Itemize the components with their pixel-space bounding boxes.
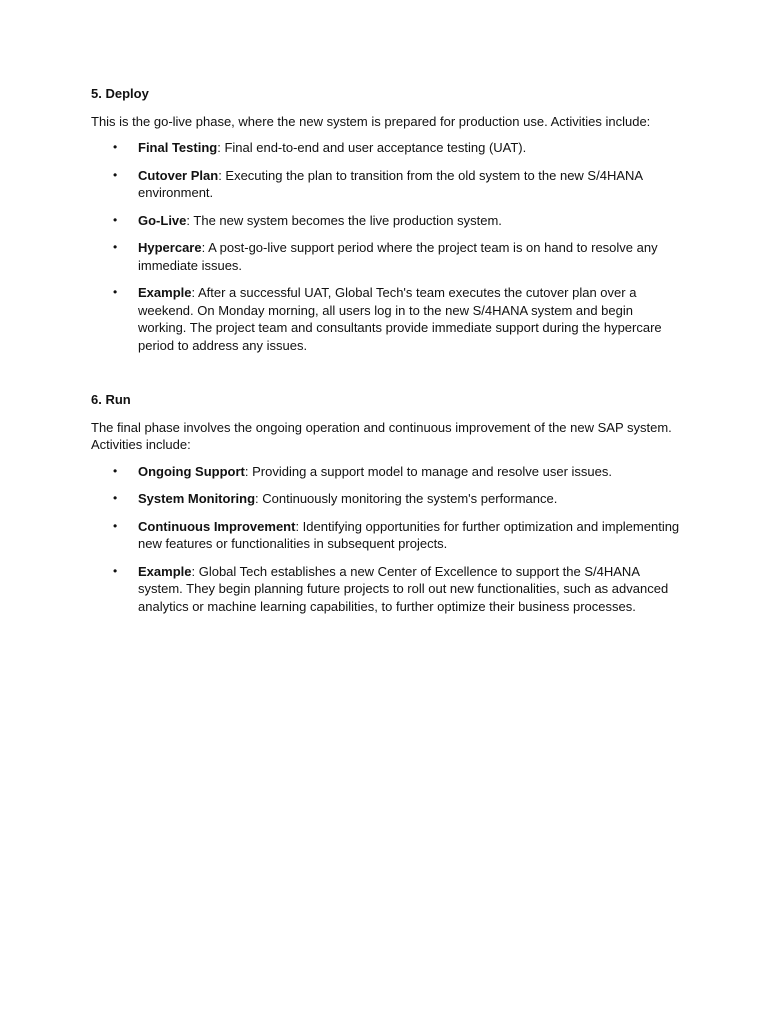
bullet-icon: • bbox=[113, 240, 118, 254]
list-item bbox=[91, 212, 681, 230]
item-term: Hypercare bbox=[138, 240, 202, 255]
item-text: : The new system becomes the live production system. bbox=[186, 212, 502, 228]
section-intro: The final phase involves the ongoing operation and continuous improvement of the new SAP system. Activities include: bbox=[91, 419, 672, 452]
activity-list bbox=[91, 139, 681, 354]
list-item bbox=[91, 518, 681, 553]
item-text: : Identifying opportunities for further optimization and implementing new features or functionalities in subsequent projects. bbox=[138, 518, 680, 551]
item-text: : After a successful UAT, Global Tech's team executes the cutover plan over a weekend. On Monday morning, all users log in to the new S/4HANA system and begin working. The project team and consultants provide immediate support during the hypercare period to address any issues. bbox=[138, 285, 662, 353]
list-item bbox=[91, 563, 681, 616]
list-item bbox=[91, 239, 681, 274]
list-item bbox=[91, 490, 681, 508]
list-item bbox=[91, 463, 681, 481]
item-term: System Monitoring bbox=[138, 491, 256, 506]
list-item bbox=[91, 167, 681, 202]
section-heading: 5. Deploy bbox=[91, 86, 149, 101]
bullet-icon: • bbox=[113, 463, 118, 478]
item-text: : Executing the plan to transition from the old system to the new S/4HANA environment. bbox=[138, 167, 643, 200]
bullet-icon: • bbox=[113, 518, 118, 533]
list-item bbox=[91, 139, 681, 157]
bullet-icon: • bbox=[113, 212, 118, 227]
item-term: Example bbox=[138, 563, 192, 579]
item-text: : Global Tech establishes a new Center of Excellence to support the S/4HANA system. They begin planning future projects to roll out new functionalities, such as advanced analytics or machine learning capabilities, to further optimize their business processes. bbox=[138, 563, 669, 614]
activity-list bbox=[91, 463, 681, 616]
item-text: : Continuously monitoring the system's performance. bbox=[255, 491, 558, 506]
item-text: : Final end-to-end and user acceptance testing (UAT). bbox=[217, 140, 527, 155]
item-text: : Providing a support model to manage and resolve user issues. bbox=[244, 463, 612, 479]
section-spacer bbox=[91, 364, 681, 391]
section-deploy bbox=[91, 85, 681, 354]
bullet-icon: • bbox=[113, 563, 118, 578]
item-text: : A post-go-live support period where the project team is on hand to resolve any immediate issues. bbox=[138, 240, 658, 273]
section-run bbox=[91, 391, 681, 615]
item-term: Final Testing bbox=[138, 140, 218, 155]
item-term: Continuous Improvement bbox=[138, 518, 296, 534]
item-term: Cutover Plan bbox=[138, 167, 219, 183]
bullet-icon: • bbox=[113, 491, 118, 505]
bullet-icon: • bbox=[113, 285, 118, 299]
list-item bbox=[91, 284, 681, 354]
item-term: Ongoing Support bbox=[138, 463, 245, 479]
bullet-icon: • bbox=[113, 167, 118, 182]
item-term: Go-Live bbox=[138, 212, 187, 228]
section-heading: 6. Run bbox=[91, 392, 131, 407]
item-term: Example bbox=[138, 285, 192, 300]
bullet-icon: • bbox=[113, 140, 118, 154]
section-intro: This is the go-live phase, where the new system is prepared for production use. Activities include: bbox=[91, 113, 651, 129]
document-page bbox=[91, 85, 681, 625]
